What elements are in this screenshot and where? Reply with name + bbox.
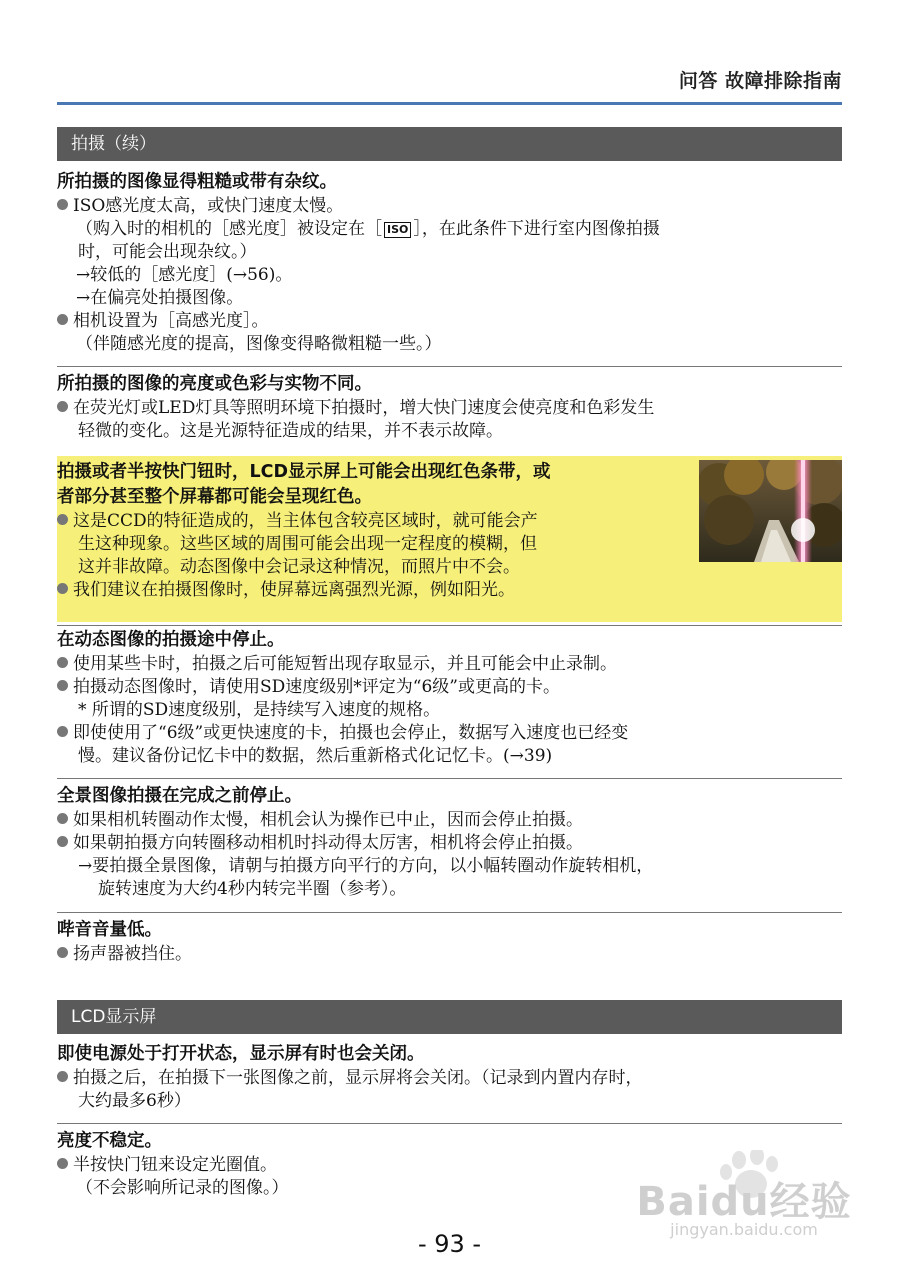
answer-text: 这并非故障。动态图像中会记录这种情况，而照片中不会。 <box>78 557 520 577</box>
bullet-icon <box>57 680 68 691</box>
answer-text: （购入时的相机的［感光度］被设定在［ <box>76 219 382 239</box>
answer-text: 拍摄动态图像时，请使用SD速度级别*评定为“6级”或更高的卡。 <box>73 677 560 697</box>
faq-item-video-stops <box>57 628 842 768</box>
question-heading: 全景图像拍摄在完成之前停止。 <box>57 786 302 806</box>
section-header-shooting: 拍摄（续） <box>57 127 842 161</box>
page-number: - 93 - <box>417 1230 482 1258</box>
answer-text: 使用某些卡时，拍摄之后可能短暂出现存取显示，并且可能会中止录制。 <box>73 654 617 674</box>
answer-text: 半按快门钮来设定光圈值。 <box>73 1155 277 1175</box>
section-header-lcd: LCD显示屏 <box>57 1000 842 1034</box>
bullet-icon <box>57 1071 68 1082</box>
faq-item-red-band-highlight <box>57 456 842 622</box>
chapter-title: 问答 故障排除指南 <box>678 70 842 92</box>
answer-text: 即使使用了“6级”或更快速度的卡，拍摄也会停止，数据写入速度也已经变 <box>73 723 629 743</box>
answer-text: 我们建议在拍摄图像时，使屏幕远离强烈光源，例如阳光。 <box>73 580 515 600</box>
question-heading: 拍摄或者半按快门钮时，LCD显示屏上可能会出现红色条带，或 <box>57 462 551 482</box>
question-heading: 所拍摄的图像的亮度或色彩与实物不同。 <box>57 374 372 394</box>
bullet-icon <box>57 401 68 412</box>
answer-text: ISO感光度太高，或快门速度太慢。 <box>73 196 344 216</box>
question-heading: 即使电源处于打开状态，显示屏有时也会关闭。 <box>57 1044 425 1064</box>
divider <box>57 912 842 913</box>
bullet-icon <box>57 583 68 594</box>
remedy-text: →较低的［感光度］(→56)。 <box>76 265 293 285</box>
bullet-icon <box>57 726 68 737</box>
bullet-icon <box>57 314 68 325</box>
divider <box>57 366 842 367</box>
divider <box>57 1123 842 1124</box>
watermark-brand: Baidu经验 <box>636 1179 852 1225</box>
faq-item-grainy-images <box>57 170 842 356</box>
answer-text: 在荧光灯或LED灯具等照明环境下拍摄时，增大快门速度会使亮度和色彩发生 <box>73 398 655 418</box>
answer-text: 如果朝拍摄方向转圈移动相机时抖动得太厉害，相机将会停止拍摄。 <box>73 833 583 853</box>
answer-text: 轻微的变化。这是光源特征造成的结果，并不表示故障。 <box>78 421 503 441</box>
divider <box>57 778 842 779</box>
answer-text: 生这种现象。这些区域的周围可能会出现一定程度的模糊，但 <box>78 534 537 554</box>
answer-text: 相机设置为［高感光度］。 <box>73 311 269 331</box>
answer-text: ］，在此条件下进行室内图像拍摄 <box>413 219 660 239</box>
question-heading: 哔音音量低。 <box>57 920 162 940</box>
faq-item-display-turns-off <box>57 1042 842 1113</box>
header-divider <box>57 102 842 105</box>
watermark-url: jingyan.baidu.com <box>670 1220 818 1239</box>
question-heading: 亮度不稳定。 <box>57 1131 162 1151</box>
red-band-example-photo <box>699 460 842 562</box>
question-heading: 所拍摄的图像显得粗糙或带有杂纹。 <box>57 172 337 192</box>
faq-item-beep-volume <box>57 918 842 966</box>
bullet-icon <box>57 813 68 824</box>
answer-text: 大约最多6秒） <box>78 1091 191 1111</box>
question-heading: 在动态图像的拍摄途中停止。 <box>57 630 285 650</box>
remedy-text: →在偏亮处拍摄图像。 <box>76 288 244 308</box>
answer-text: （伴随感光度的提高，图像变得略微粗糙一些。） <box>76 334 442 354</box>
faq-item-panorama-stops <box>57 784 842 901</box>
bullet-icon <box>57 514 68 525</box>
answer-text: 拍摄之后，在拍摄下一张图像之前，显示屏将会关闭。（记录到内置内存时， <box>73 1068 643 1088</box>
footnote-text: * 所谓的SD速度级别，是持续写入速度的规格。 <box>78 700 441 720</box>
remedy-text: →要拍摄全景图像，请朝与拍摄方向平行的方向，以小幅转圈动作旋转相机， <box>78 856 654 876</box>
bullet-icon <box>57 1158 68 1169</box>
intelligent-iso-icon: ISO <box>384 222 411 238</box>
bullet-icon <box>57 657 68 668</box>
bullet-icon <box>57 947 68 958</box>
faq-item-color-difference <box>57 372 842 443</box>
remedy-text: 旋转速度为大约4秒内转完半圈（参考）。 <box>98 879 407 899</box>
question-heading: 者部分甚至整个屏幕都可能会呈现红色。 <box>57 487 372 507</box>
answer-text: 慢。建议备份记忆卡中的数据，然后重新格式化记忆卡。(→39) <box>78 746 553 766</box>
divider <box>57 625 842 626</box>
answer-text: 时，可能会出现杂纹。） <box>78 242 257 262</box>
answer-text: （不会影响所记录的图像。） <box>76 1178 289 1198</box>
answer-text: 扬声器被挡住。 <box>73 944 192 964</box>
answer-text: 如果相机转圈动作太慢，相机会认为操作已中止，因而会停止拍摄。 <box>73 810 583 830</box>
bullet-icon <box>57 199 68 210</box>
answer-text: 这是CCD的特征造成的，当主体包含较亮区域时，就可能会产 <box>73 511 538 531</box>
bullet-icon <box>57 836 68 847</box>
